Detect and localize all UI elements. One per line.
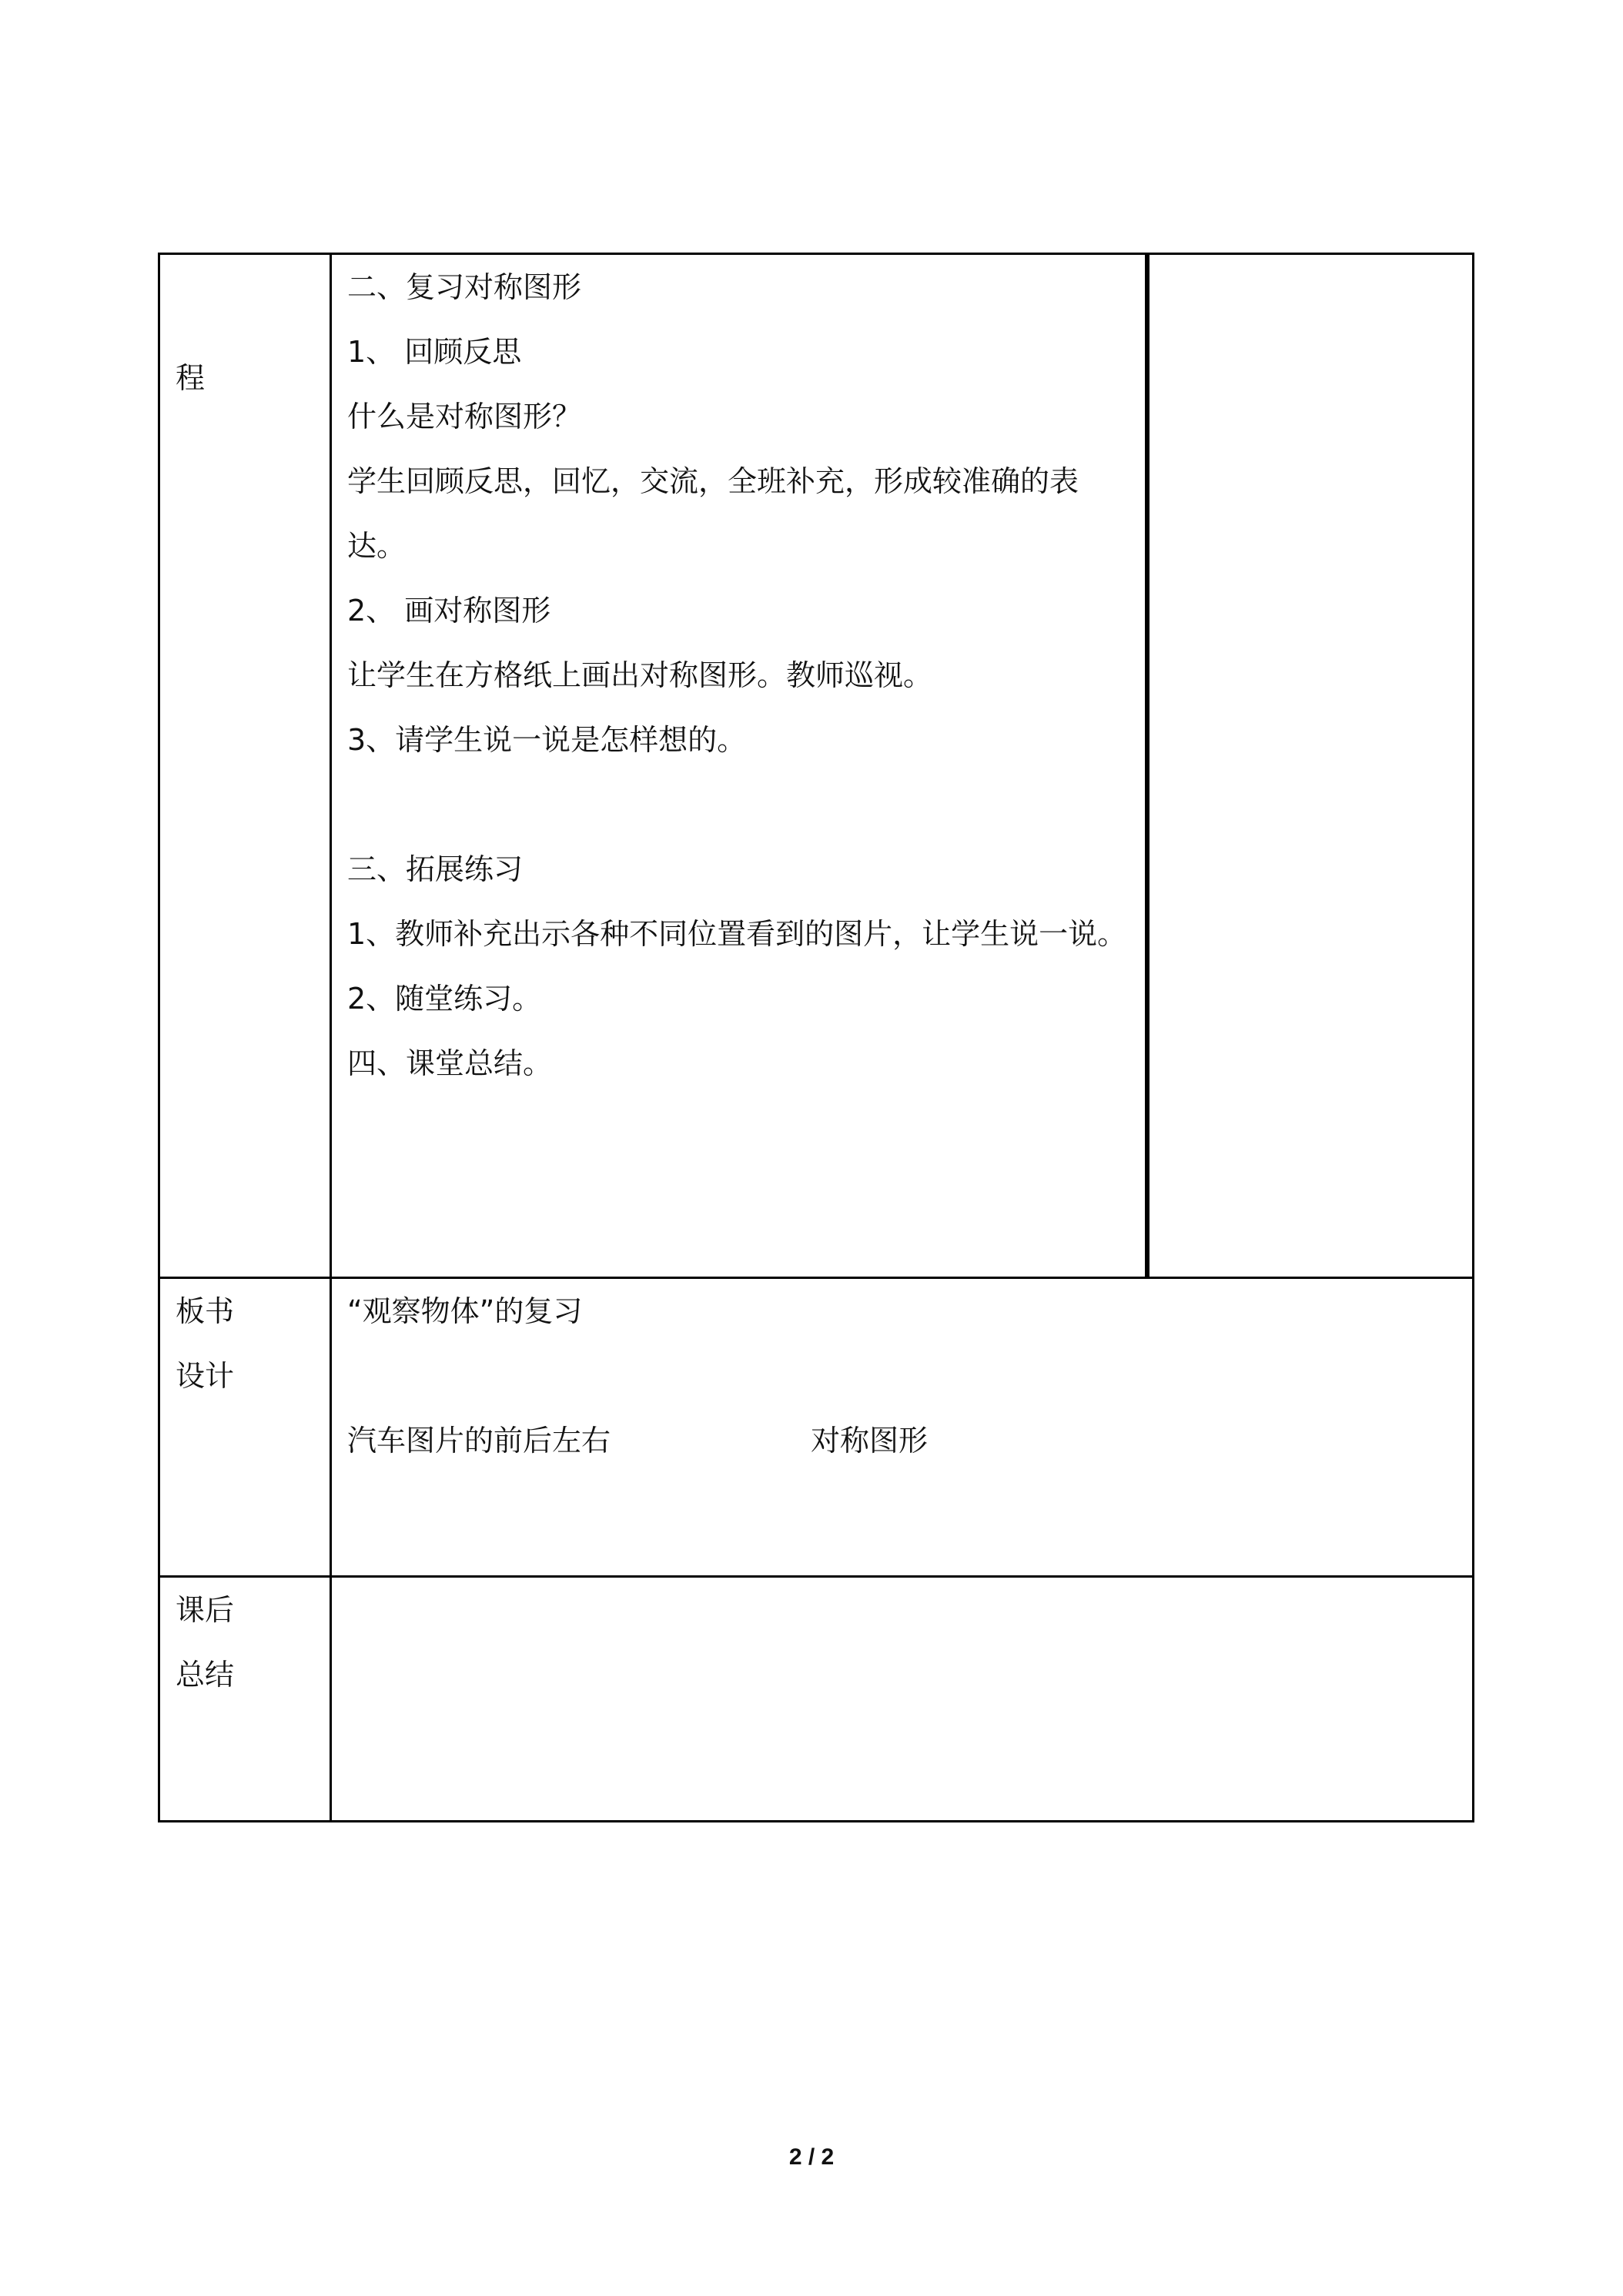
board-title: “观察物体”的复习 xyxy=(347,1294,583,1328)
summary-label-cell xyxy=(159,1577,331,1822)
process-line: 二、复习对称图形 xyxy=(347,270,582,304)
process-line: 让学生在方格纸上画出对称图形。教师巡视。 xyxy=(347,658,933,692)
process-line: 什么是对称图形？ xyxy=(347,400,582,433)
process-content-cell xyxy=(331,254,1147,1278)
board-design-row xyxy=(159,1278,1474,1577)
board-blank-line xyxy=(347,1344,1460,1408)
process-line: 1、 回顾反思 xyxy=(347,335,522,369)
process-label-cell xyxy=(159,254,331,1278)
summary-label-line1: 课后 xyxy=(176,1593,235,1627)
process-line: 2、 画对称图形 xyxy=(347,594,551,628)
teaching-process-row xyxy=(159,254,1474,1278)
process-line: 三、拓展练习 xyxy=(347,852,524,886)
board-items xyxy=(347,1408,1460,1473)
summary-label-line2: 总结 xyxy=(176,1658,235,1692)
process-blank-line xyxy=(347,772,1133,837)
board-content-cell xyxy=(331,1278,1474,1577)
process-line: 四、课堂总结。 xyxy=(347,1046,553,1080)
process-line: 3、请学生说一说是怎样想的。 xyxy=(347,723,747,757)
board-item-left: 汽车图片的前后左右 xyxy=(347,1424,611,1458)
post-class-summary-row xyxy=(159,1577,1474,1822)
board-label-cell xyxy=(159,1278,331,1577)
board-label-line1: 板书 xyxy=(176,1294,235,1328)
page-number: 2 / 2 xyxy=(788,2144,835,2170)
process-label: 程 xyxy=(176,361,206,395)
process-line: 2、随堂练习。 xyxy=(347,982,542,1016)
summary-content-cell xyxy=(331,1577,1474,1822)
lesson-plan-table xyxy=(158,253,1474,1822)
board-label-line2: 设计 xyxy=(176,1359,235,1393)
board-item-right: 对称图形 xyxy=(811,1424,929,1458)
process-line: 1、教师补充出示各种不同位置看到的图片，让学生说一说。 xyxy=(347,917,1127,951)
process-notes-cell xyxy=(1147,254,1474,1278)
process-line: 学生回顾反思，回忆，交流，全班补充，形成较准确的表达。 xyxy=(347,464,1079,563)
